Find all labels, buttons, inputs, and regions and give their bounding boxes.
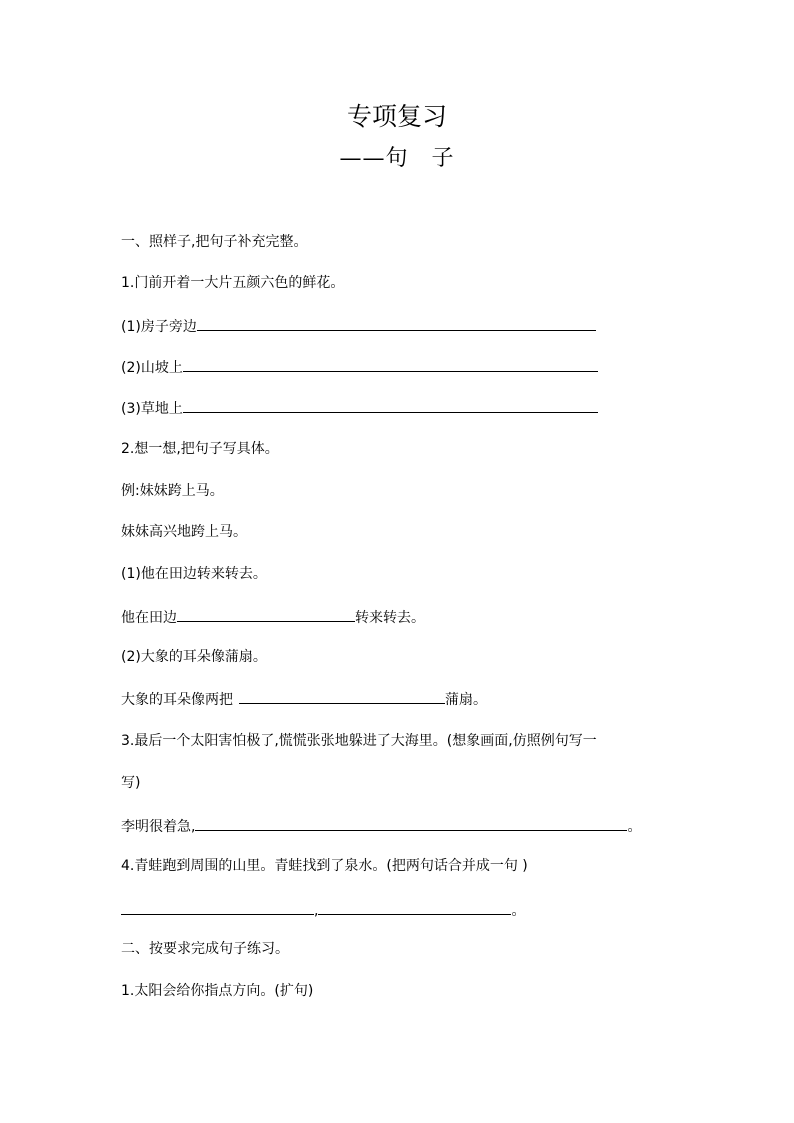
answer-blank[interactable] (183, 356, 598, 372)
question-2-sub-2: (2)大象的耳朵像蒲扇。 (121, 649, 267, 665)
answer-blank[interactable] (195, 815, 627, 831)
example-sentence: 例:妹妹跨上马。 (121, 483, 224, 499)
answer-blank-2[interactable] (318, 899, 511, 915)
answer-blank[interactable] (197, 315, 596, 331)
answer-blank[interactable] (239, 688, 445, 704)
question-3-stem-line-1: 3.最后一个太阳害怕极了,慌慌张张地躲进了大海里。(想象画面,仿照例句写一 (121, 733, 597, 749)
question-3-stem-line-2: 写) (121, 775, 141, 791)
answer-blank-1[interactable] (121, 899, 314, 915)
sentence-suffix: 转来转去。 (355, 610, 425, 626)
answer-blank[interactable] (183, 397, 598, 413)
comma: , (314, 903, 319, 919)
section-2-question-1: 1.太阳会给你指点方向。(扩句) (121, 983, 314, 999)
item-label: (3)草地上 (121, 401, 183, 417)
question-2-sub-2-answer (121, 688, 487, 710)
question-2-stem: 2.想一想,把句子写具体。 (121, 441, 279, 457)
question-2-sub-1: (1)他在田边转来转去。 (121, 566, 267, 582)
question-3-answer (121, 815, 641, 837)
period: 。 (511, 903, 526, 919)
sentence-prefix: 他在田边 (121, 610, 177, 626)
question-1-item-1 (121, 315, 596, 337)
question-2-sub-1-answer (121, 606, 425, 628)
sentence-suffix: 蒲扇。 (445, 692, 487, 708)
item-label: (1)房子旁边 (121, 319, 197, 335)
sentence-prefix: 大象的耳朵像两把 (121, 692, 233, 708)
item-label: (2)山坡上 (121, 360, 183, 376)
answer-blank[interactable] (177, 606, 355, 622)
sentence-suffix: 。 (627, 819, 642, 835)
question-4-answer (121, 899, 525, 921)
question-1-item-3 (121, 397, 598, 419)
sentence-prefix: 李明很着急, (121, 819, 196, 835)
question-1-stem: 1.门前开着一大片五颜六色的鲜花。 (121, 275, 345, 291)
question-4-stem: 4.青蛙跑到周围的山里。青蛙找到了泉水。(把两句话合并成一句 ) (121, 858, 528, 874)
section-1-heading: 一、照样子,把句子补充完整。 (121, 234, 308, 250)
page-subtitle: ——句 子 (339, 146, 455, 171)
example-answer: 妹妹高兴地跨上马。 (121, 524, 247, 540)
page-title: 专项复习 (346, 102, 447, 131)
question-1-item-2 (121, 356, 598, 378)
section-2-heading: 二、按要求完成句子练习。 (121, 941, 289, 957)
